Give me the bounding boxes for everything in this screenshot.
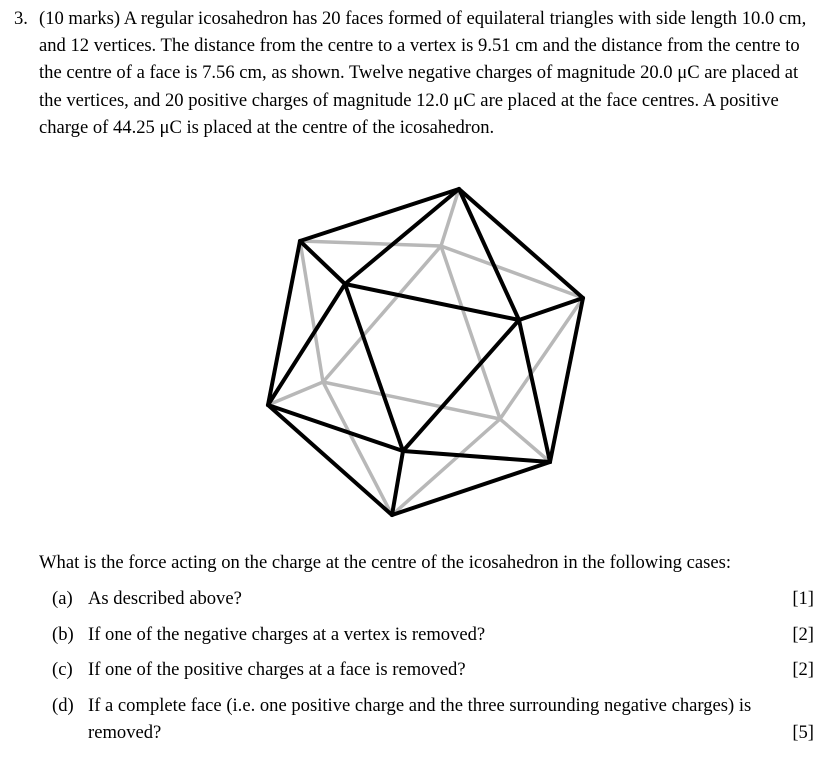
question-parts-list [52, 585, 814, 754]
part-marks: [1] [792, 588, 814, 609]
question-prompt: What is the force acting on the charge at the centre of the icosahedron in the following cases: [39, 552, 732, 573]
part-b [52, 621, 814, 648]
part-label: (c) [52, 659, 73, 680]
part-label: (b) [52, 623, 74, 645]
part-text: If one of the negative charges at a vertex is removed? [88, 623, 486, 645]
part-a [52, 585, 814, 612]
part-text: As described above? [88, 588, 242, 609]
part-label: (d) [52, 694, 74, 716]
icosahedron-figure [262, 182, 588, 522]
part-text: If one of the positive charges at a face is removed? [88, 659, 466, 680]
question-stem [14, 5, 814, 141]
part-marks: [2] [792, 659, 814, 680]
part-marks: [5] [792, 721, 814, 743]
part-marks: [2] [792, 623, 814, 645]
question-text: (10 marks) A regular icosahedron has 20 faces formed of equilateral triangles with side length 10.0 cm, and 12 vertices. The distance from the centre to a vertex is 9.51 cm and the distance from the centre to the centre of a face is 7.56 cm, as shown. Twelve negative charges of magnitude 20.0 μC are placed at the vertices, and 20 positive charges of magnitude 12.0 μC are placed at the face centres. A positive charge of 44.25 μC is placed at the centre of the icosahedron. [39, 8, 807, 138]
part-d [52, 692, 814, 746]
part-c [52, 656, 814, 683]
question-number: 3. [14, 8, 28, 29]
icosahedron-visible-edges [268, 189, 583, 515]
part-text: If a complete face (i.e. one positive charge and the three surrounding negative charges) is removed? [88, 694, 752, 743]
part-label: (a) [52, 588, 73, 609]
